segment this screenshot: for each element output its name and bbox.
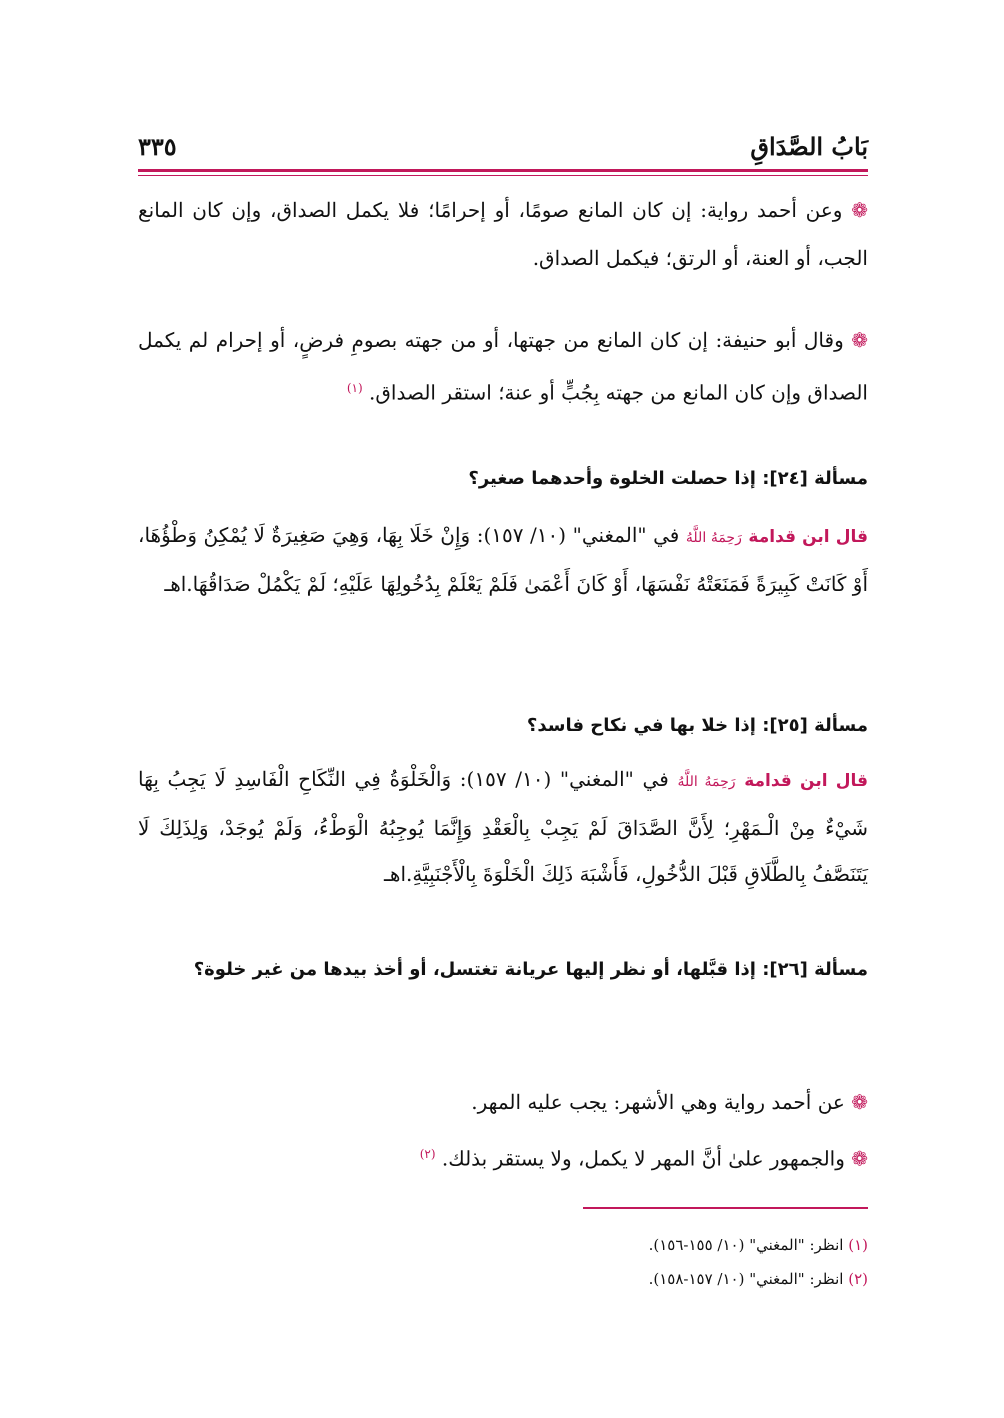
- flower-bullet-icon: ❁: [851, 198, 868, 222]
- flower-bullet-icon: ❁: [851, 328, 868, 352]
- page-number: ٣٣٥: [138, 131, 177, 161]
- header-rule-thin: [138, 175, 868, 176]
- footnote-ref: (٢): [419, 1147, 436, 1161]
- point-text: والجمهور علىٰ أنَّ المهر لا يكمل، ولا يستقر بذلك.: [441, 1146, 845, 1171]
- footnote-separator: [583, 1207, 868, 1209]
- footnote-text: انظر: "المغني" (١٠/ ١٥٥-١٥٦).: [648, 1236, 844, 1254]
- paragraph-text: وعن أحمد رواية: إن كان المانع صومًا، أو إحرامًا؛ فلا يكمل الصداق، وإن كان المانع الجب، أو العنة، أو الرتق؛ فيكمل الصداق.: [138, 198, 868, 270]
- masala-26-point-2: [138, 1132, 868, 1181]
- masala-title: إذا قبَّلها، أو نظر إليها عريانة تغتسل، أو أخذ بيدها من غير خلوة؟: [193, 959, 756, 980]
- chapter-title: بَابُ الصَّدَاقِ: [750, 131, 868, 161]
- masala-title: إذا حصلت الخلوة وأحدهما صغير؟: [468, 468, 756, 489]
- masala-label: مسألة [٢٦]:: [762, 959, 868, 980]
- masala-26-point-1: [138, 1080, 868, 1124]
- footnote-text: انظر: "المغني" (١٠/ ١٥٧-١٥٨).: [648, 1270, 844, 1288]
- honorific: رَحِمَهُ اللَّهُ: [677, 774, 736, 790]
- paragraph-ahmad-riwaya: [138, 186, 868, 282]
- paragraph-abu-hanifa: [138, 316, 868, 417]
- quote-text: وَالْخَلْوَةُ فِي النِّكَاحِ الْفَاسِدِ لَا يَجِبُ بِهَا شَيْءٌ مِنْ الْـمَهْرِ؛ لِأَنَّ الصَّدَاقَ لَمْ يَجِبْ بِالْعَقْدِ وَإِنَّمَا يُوجِبُهُ الْوَطْءُ، وَلَمْ يُوجَدْ، وَلِذَلِكَ لَا يَتَنَصَّفُ بِالطَّلَاقِ قَبْلَ الدُّخُولِ، فَأَشْبَهَ ذَلِكَ الْخَلْوَةَ بِالْأَجْنَبِيَّةِ.اهـ: [138, 767, 868, 886]
- masala-heading-25: [138, 703, 868, 749]
- point-text: عن أحمد رواية وهي الأشهر: يجب عليه المهر.: [471, 1090, 845, 1114]
- footnote-number: (١): [848, 1236, 868, 1254]
- footnote-2: [438, 1262, 868, 1296]
- masala-title: إذا خلا بها في نكاح فاسد؟: [526, 715, 756, 736]
- quote-author: قال ابن قدامة: [744, 771, 869, 791]
- flower-bullet-icon: ❁: [851, 1090, 868, 1114]
- quote-author: قال ابن قدامة: [748, 527, 868, 547]
- header-rule-thick: [138, 169, 868, 172]
- quote-intro: في "المغني" (١٠/ ١٥٧):: [476, 523, 680, 547]
- footnote-ref: (١): [346, 381, 363, 395]
- flower-bullet-icon: ❁: [851, 1146, 868, 1171]
- masala-heading-24: [138, 456, 868, 502]
- honorific: رَحِمَهُ اللَّهُ: [685, 530, 742, 546]
- quote-text: وَإِنْ خَلَا بِهَا، وَهِيَ صَغِيرَةٌ لَا يُمْكِنُ وَطْؤُهَا، أَوْ كَانَتْ كَبِيرَةً فَمَنَعَتْهُ نَفْسَهَا، أَوْ كَانَ أَعْمَىٰ فَلَمْ يَعْلَمْ بِدُخُولِهَا عَلَيْهِ؛ لَمْ يَكْمُلْ صَدَاقُهَا.اهـ: [138, 523, 868, 596]
- quote-intro: في "المغني" (١٠/ ١٥٧):: [459, 767, 669, 791]
- footnotes: [438, 1228, 868, 1296]
- masala-heading-26: [138, 946, 868, 994]
- masala-quote-24: [138, 512, 868, 607]
- masala-label: مسألة [٢٥]:: [762, 715, 868, 736]
- masala-quote-25: [138, 756, 868, 897]
- footnote-number: (٢): [848, 1270, 868, 1288]
- running-header: [138, 128, 868, 164]
- paragraph-text: وقال أبو حنيفة: إن كان المانع من جهتها، أو من جهته بصومِ فرضٍ، أو إحرام لم يكمل الصداق وإن كان المانع من جهته بِجُبٍّ أو عنة؛ استقر الصداق.: [138, 328, 868, 405]
- footnote-1: [438, 1228, 868, 1262]
- masala-label: مسألة [٢٤]:: [762, 468, 868, 489]
